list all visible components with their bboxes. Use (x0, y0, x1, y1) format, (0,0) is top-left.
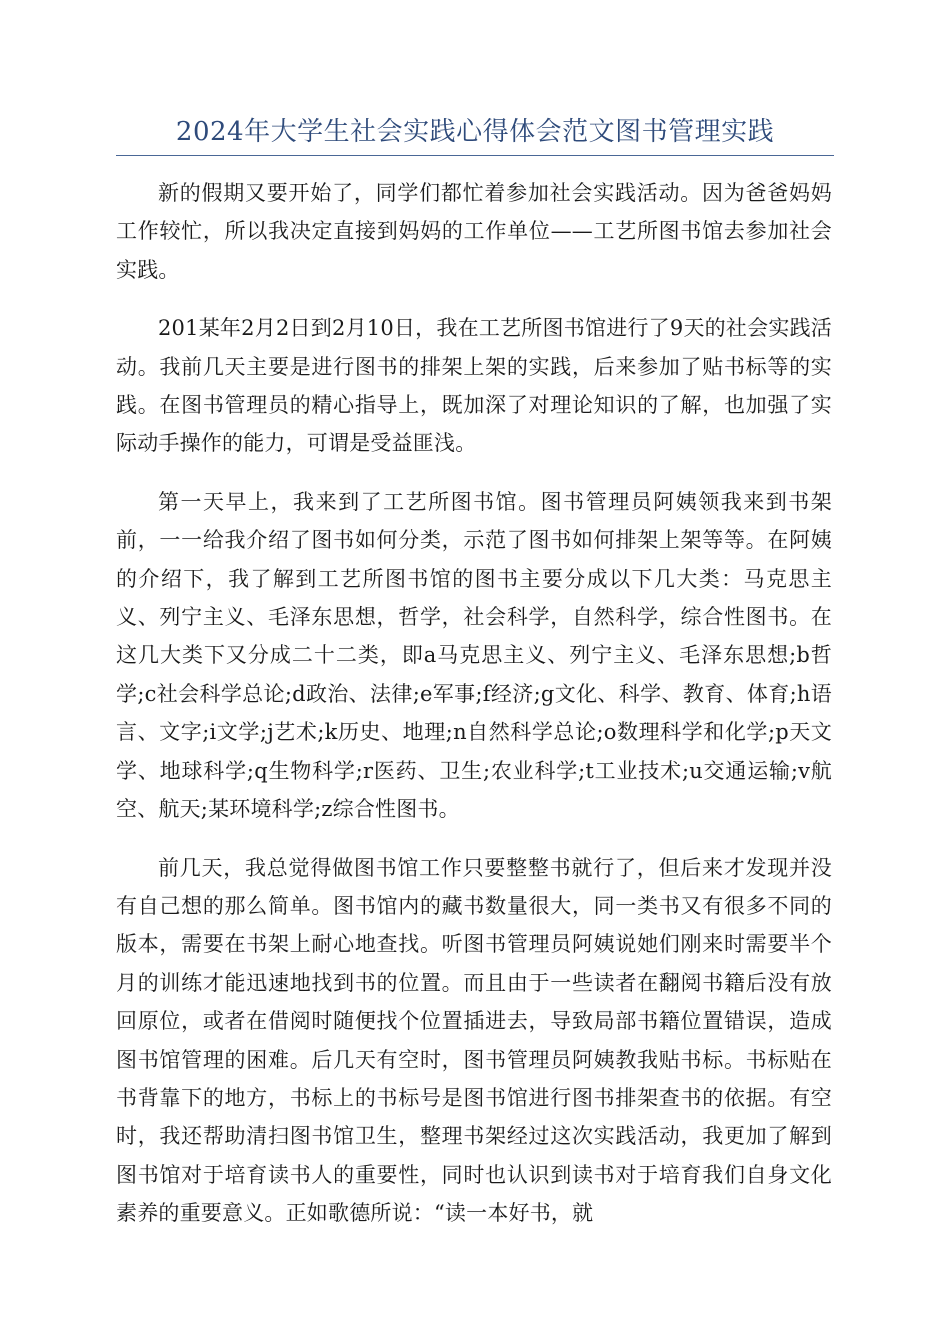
document-body (116, 174, 832, 1253)
page-title: 2024年大学生社会实践心得体会范文图书管理实践 (175, 117, 775, 147)
paragraph-1: 新的假期又要开始了，同学们都忙着参加社会实践活动。因为爸爸妈妈工作较忙，所以我决定直接到妈妈的工作单位——工艺所图书馆去参加社会实践。 (116, 181, 832, 282)
paragraph-3: 第一天早上，我来到了工艺所图书馆。图书管理员阿姨领我来到书架前，一一给我介绍了图书如何分类，示范了图书如何排架上架等等。在阿姨的介绍下，我了解到工艺所图书馆的图书主要分成以下几大类：马克思主义、列宁主义、毛泽东思想，哲学，社会科学，自然科学，综合性图书。在这几大类下又分成二十二类，即a马克思主义、列宁主义、毛泽东思想;b哲学;c社会科学总论;d政治、法律;e军事;f经济;g文化、科学、教育、体育;h语言、文字;i文学;j艺术;k历史、地理;n自然科学总论;o数理科学和化学;p天文学、地球科学;q生物科学;r医药、卫生;农业科学;t工业技术;u交通运输;v航空、航天;某环境科学;z综合性图书。 (116, 489, 832, 822)
paragraph-2: 201某年2月2日到2月10日，我在工艺所图书馆进行了9天的社会实践活动。我前几天主要是进行图书的排架上架的实践，后来参加了贴书标等的实践。在图书管理员的精心指导上，既加深了对理论知识的了解，也加强了实际动手操作的能力，可谓是受益匪浅。 (116, 316, 832, 456)
title-underline (116, 155, 834, 156)
paragraph-4: 前几天，我总觉得做图书馆工作只要整整书就行了，但后来才发现并没有自己想的那么简单。图书馆内的藏书数量很大，同一类书又有很多不同的版本，需要在书架上耐心地查找。听图书管理员阿姨说她们刚来时需要半个月的训练才能迅速地找到书的位置。而且由于一些读者在翻阅书籍后没有放回原位，或者在借阅时随便找个位置插进去，导致局部书籍位置错误，造成图书馆管理的困难。后几天有空时，图书管理员阿姨教我贴书标。书标贴在书背靠下的地方，书标上的书标号是图书馆进行图书排架查书的依据。有空时，我还帮助清扫图书馆卫生，整理书架经过这次实践活动，我更加了解到图书馆对于培育读书人的重要性，同时也认识到读书对于培育我们自身文化素养的重要意义。正如歌德所说：“读一本好书，就 (116, 855, 832, 1226)
